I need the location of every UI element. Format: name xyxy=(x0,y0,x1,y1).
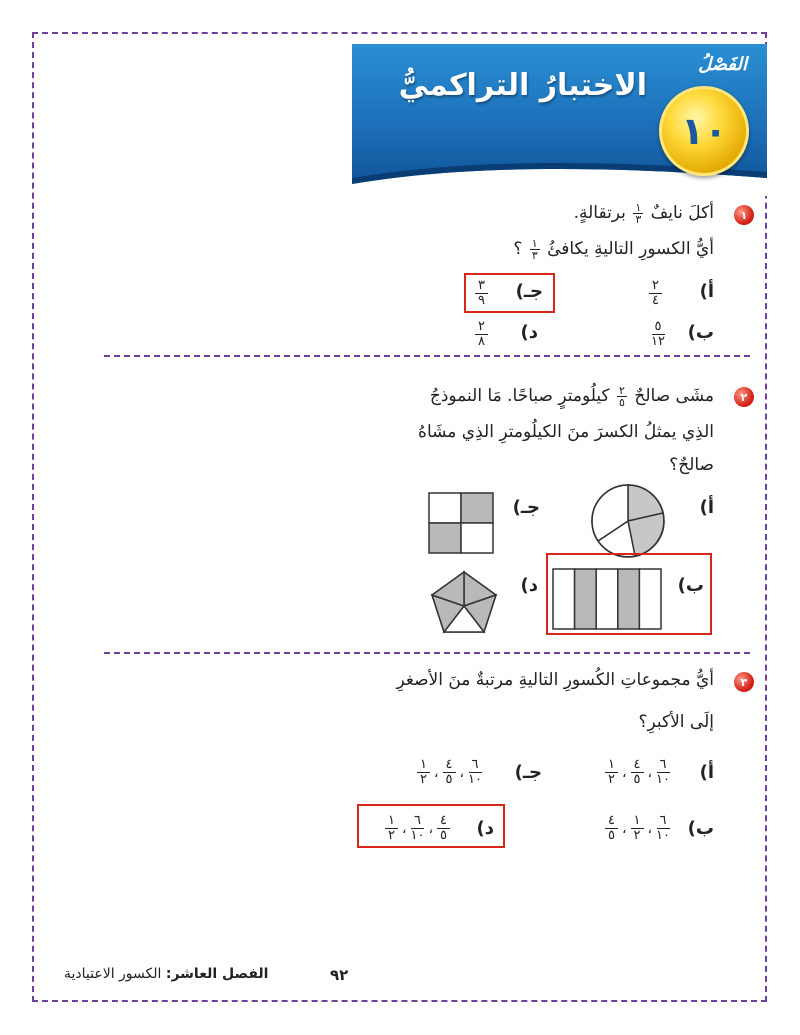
separator: ، xyxy=(401,820,407,837)
q1-option-d-letter[interactable]: د) xyxy=(520,322,538,343)
fraction-denominator: ١٠ xyxy=(468,772,482,787)
question-divider xyxy=(104,652,750,654)
fraction-denominator: ١٠ xyxy=(410,828,425,843)
fraction-numerator: ١ xyxy=(605,758,618,773)
fraction-denominator: ٥ xyxy=(445,772,453,787)
fraction-denominator: ١٠ xyxy=(656,828,670,843)
q2-option-b-letter[interactable]: ب) xyxy=(677,575,704,596)
fraction xyxy=(411,814,425,843)
fraction-denominator: ٣ xyxy=(635,213,642,226)
fraction-numerator: ٤ xyxy=(437,814,450,829)
question-number-2: ٢ xyxy=(734,387,754,407)
fraction-numerator: ٦ xyxy=(411,814,424,829)
fraction-numerator: ١ xyxy=(635,201,642,214)
q3-option-d-letter[interactable]: د) xyxy=(476,818,494,839)
chapter-number: ١٠ xyxy=(680,109,728,153)
fraction-denominator: ٢ xyxy=(388,828,395,843)
question-3-line-2: إلَى الأكبرِ؟ xyxy=(638,712,714,732)
fraction-denominator: ٢ xyxy=(420,772,427,787)
question-number-3: ٣ xyxy=(734,672,754,692)
fraction-numerator: ١ xyxy=(417,758,430,773)
fraction xyxy=(656,758,670,787)
q2-option-b-strip-diagram[interactable] xyxy=(552,568,662,630)
q1-option-b-fraction[interactable] xyxy=(651,320,665,349)
fraction-denominator: ٥ xyxy=(619,396,625,409)
fraction xyxy=(385,814,398,843)
fraction-numerator: ٦ xyxy=(657,758,670,773)
fraction-denominator: ٣ xyxy=(531,249,538,262)
chapter-number-badge xyxy=(659,86,749,176)
fraction xyxy=(605,814,618,843)
fraction xyxy=(631,758,644,787)
question-1-line-2 xyxy=(513,238,714,261)
question-1-line-1 xyxy=(574,202,714,225)
q3-option-c-fractions[interactable] xyxy=(417,758,482,787)
fraction-numerator: ٦ xyxy=(657,814,670,829)
fraction-numerator: ٣ xyxy=(475,279,488,294)
q1-line1-pre: أكلَ نايفٌ xyxy=(650,203,714,223)
fraction-denominator: ٩ xyxy=(478,293,485,308)
fraction-numerator: ٤ xyxy=(631,758,644,773)
q1-line2-fraction xyxy=(530,238,540,261)
fraction-numerator: ٢ xyxy=(649,279,662,294)
separator: ، xyxy=(621,820,627,837)
question-2-line-1 xyxy=(430,385,714,408)
fraction-denominator: ٤ xyxy=(652,293,659,308)
q3-option-d-fractions[interactable] xyxy=(385,814,450,843)
question-3-line-1: أيُّ مجموعاتِ الكُسورِ التاليةِ مرتبةٌ منَ الأصغرِ xyxy=(396,670,714,690)
question-2-line-2: الذِي يمثلُ الكسرَ منَ الكيلُومترِ الذِي مشَاهُ xyxy=(418,422,714,442)
q1-line2-post: ؟ xyxy=(513,239,523,259)
chapter-label: الفَصْلُ xyxy=(698,54,747,75)
q1-option-a-fraction[interactable] xyxy=(649,279,662,308)
q1-option-c-letter[interactable]: جـ) xyxy=(515,281,543,302)
fraction xyxy=(443,758,456,787)
q3-option-b-fractions[interactable] xyxy=(605,814,670,843)
fraction-numerator: ١ xyxy=(531,237,538,250)
question-divider xyxy=(104,355,750,357)
fraction xyxy=(656,814,670,843)
separator: ، xyxy=(647,764,653,781)
question-number-1: ١ xyxy=(734,205,754,225)
q3-option-b-letter[interactable]: ب) xyxy=(687,818,714,839)
fraction-numerator: ٢ xyxy=(619,384,625,397)
page-title: الاختبارُ التراكميُّ xyxy=(398,68,647,103)
fraction-numerator: ٥ xyxy=(652,320,665,335)
q1-line1-fraction xyxy=(633,202,643,225)
fraction-denominator: ١٢ xyxy=(651,334,665,349)
fraction xyxy=(417,758,430,787)
fraction xyxy=(631,814,644,843)
q1-line1-post: برتقالةٍ. xyxy=(573,203,626,223)
fraction-numerator: ٤ xyxy=(605,814,618,829)
separator: ، xyxy=(433,764,439,781)
q2-option-a-letter[interactable]: أ) xyxy=(699,497,714,518)
q2-line1-pre: مشَى صالحٌ xyxy=(634,386,714,406)
page-number: ٩٢ xyxy=(330,966,349,984)
fraction-denominator: ٢ xyxy=(633,828,641,843)
footer-chapter-title xyxy=(64,966,268,982)
q2-option-c-square-diagram[interactable] xyxy=(428,492,494,554)
fraction-numerator: ١ xyxy=(385,814,398,829)
fraction-numerator: ٤ xyxy=(443,758,456,773)
q2-option-a-circle-diagram[interactable] xyxy=(590,483,666,559)
fraction xyxy=(468,758,482,787)
fraction-denominator: ٢ xyxy=(608,772,615,787)
separator: ، xyxy=(647,820,653,837)
q3-option-a-fractions[interactable] xyxy=(605,758,670,787)
q1-option-b-letter[interactable]: ب) xyxy=(687,322,714,343)
q1-option-a-letter[interactable]: أ) xyxy=(699,281,714,302)
fraction-denominator: ٨ xyxy=(478,334,485,349)
q2-line1-post: كيلُومترٍ صباحًا. مَا النموذجُ xyxy=(429,386,610,406)
separator: ، xyxy=(459,764,465,781)
fraction-denominator: ١٠ xyxy=(656,772,670,787)
fraction xyxy=(437,814,450,843)
fraction-numerator: ٦ xyxy=(469,758,482,773)
fraction-numerator: ٢ xyxy=(475,320,488,335)
q2-line1-fraction xyxy=(617,385,627,408)
footer-topic: الكسور الاعتيادية xyxy=(64,966,162,982)
separator: ، xyxy=(621,764,627,781)
q3-option-c-letter[interactable]: جـ) xyxy=(514,762,542,783)
fraction xyxy=(605,758,618,787)
chapter-banner xyxy=(352,44,767,196)
fraction-denominator: ٥ xyxy=(608,828,615,843)
q1-line2-pre: أيُّ الكسورِ التاليةِ يكافئُ xyxy=(547,239,714,259)
q2-option-c-letter[interactable]: جـ) xyxy=(512,497,540,518)
question-2-line-3: صالحٌ؟ xyxy=(669,455,714,475)
q2-option-d-letter[interactable]: د) xyxy=(520,575,538,596)
q3-option-a-letter[interactable]: أ) xyxy=(699,762,714,783)
fraction-denominator: ٥ xyxy=(440,828,447,843)
q1-option-c-fraction[interactable] xyxy=(475,279,488,308)
footer-chapter: الفصل العاشر: xyxy=(165,966,269,982)
fraction-denominator: ٥ xyxy=(633,772,641,787)
q2-option-d-pentagon-diagram[interactable] xyxy=(430,570,498,634)
fraction-numerator: ١ xyxy=(631,814,644,829)
separator: ، xyxy=(428,820,434,837)
q1-option-d-fraction[interactable] xyxy=(475,320,488,349)
